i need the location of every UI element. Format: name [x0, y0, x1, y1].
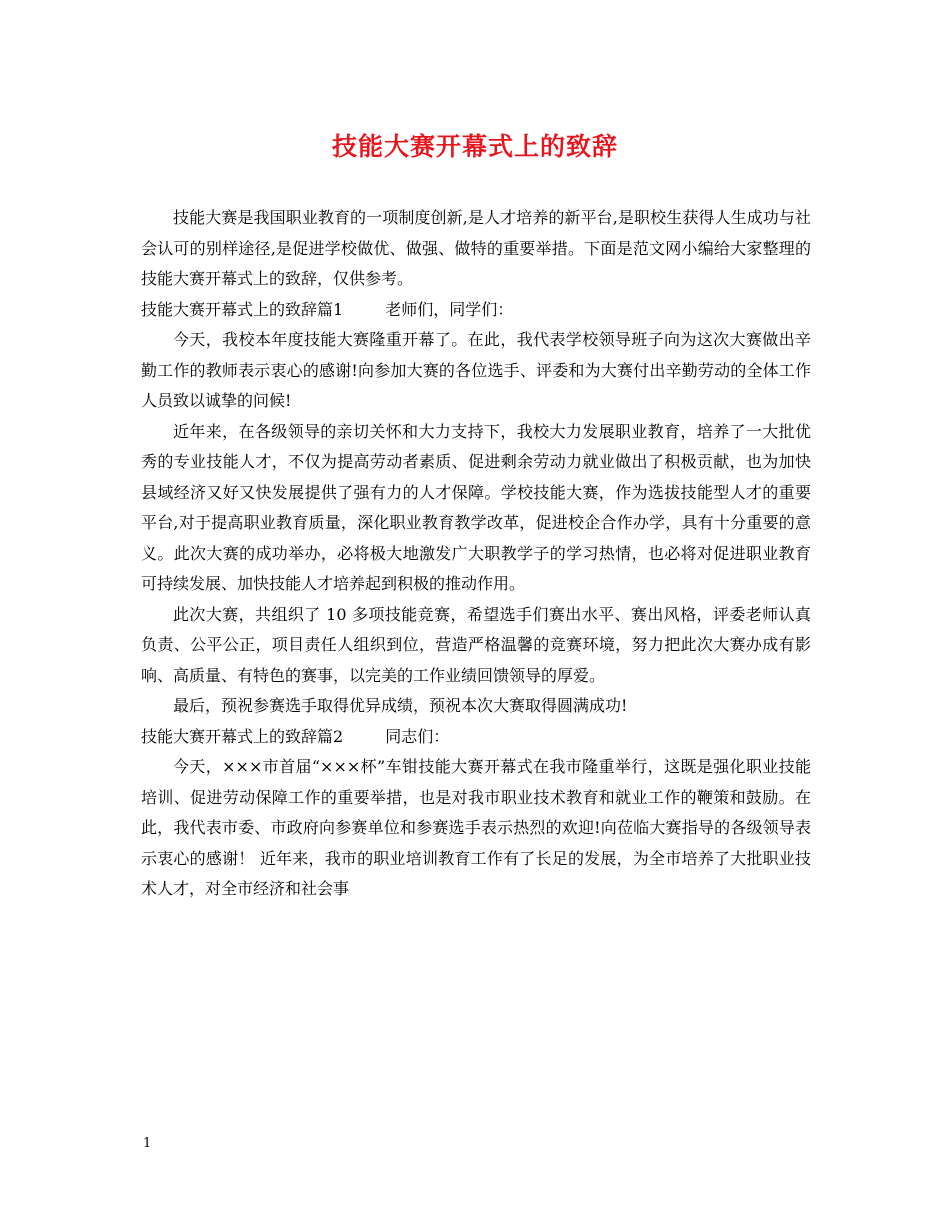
section-1-paragraph-2: 近年来，在各级领导的亲切关怀和大力支持下，我校大力发展职业教育，培养了一大批优秀的专业技能人才，不仅为提高劳动者素质、促进剩余劳动力就业做出了积极贡献，也为加快县域经济又好又快发展提供了强有力的人才保障。学校技能大赛，作为选拔技能型人才的重要平台,对于提高职业教育质量，深化职业教育教学改革，促进校企合作办学，具有十分重要的意义。此次大赛的成功举办，必将极大地激发广大职教学子的学习热情，也必将对促进职业教育可持续发展、加快技能人才培养起到积极的推动作用。 — [141, 421, 811, 593]
section-1-paragraph-1: 今天，我校本年度技能大赛隆重开幕了。在此，我代表学校领导班子向为这次大赛做出辛勤工作的教师表示衷心的感谢!向参加大赛的各位选手、评委和为大赛付出辛勤劳动的全体工作人员致以诚挚的问候! — [141, 330, 811, 410]
document-body — [141, 203, 811, 905]
section-1-heading-line — [141, 295, 811, 326]
section-2-heading-line — [141, 722, 811, 753]
section-2-paragraph-1: 今天，×××市首届“×××杯”车钳技能大赛开幕式在我市隆重举行，这既是强化职业技能培训、促进劳动保障工作的重要举措，也是对我市职业技术教育和就业工作的鞭策和鼓励。在此，我代表市委、市政府向参赛单位和参赛选手表示热烈的欢迎!向莅临大赛指导的各级领导表示衷心的感谢！ 近年来，我市的职业培训教育工作有了长足的发展，为全市培养了大批职业技术人才，对全市经济和社会事 — [141, 757, 811, 898]
section-2-heading: 技能大赛开幕式上的致辞篇2 — [141, 726, 344, 746]
intro-paragraph: 技能大赛是我国职业教育的一项制度创新,是人才培养的新平台,是职校生获得人生成功与社会认可的别样途径,是促进学校做优、做强、做特的重要举措。下面是范文网小编给大家整理的技能大赛开幕式上的致辞，仅供参考。 — [141, 208, 811, 288]
document-title: 技能大赛开幕式上的致辞 — [331, 132, 618, 161]
section-2-salutation: 同志们： — [385, 726, 450, 746]
section-1-paragraph-4: 最后，预祝参赛选手取得优异成绩，预祝本次大赛取得圆满成功! — [173, 696, 628, 715]
section-1-salutation: 老师们，同学们： — [385, 299, 514, 319]
page-number: 1 — [143, 1136, 152, 1151]
section-1-heading: 技能大赛开幕式上的致辞篇1 — [141, 299, 344, 319]
section-1-paragraph-3: 此次大赛，共组织了 10 多项技能竞赛，希望选手们赛出水平、赛出风格，评委老师认真负责、公平公正，项目责任人组织到位，营造严格温馨的竞赛环境，努力把此次大赛办成有影响、高质量、有特色的赛事，以完美的工作业绩回馈领导的厚爱。 — [141, 604, 811, 685]
